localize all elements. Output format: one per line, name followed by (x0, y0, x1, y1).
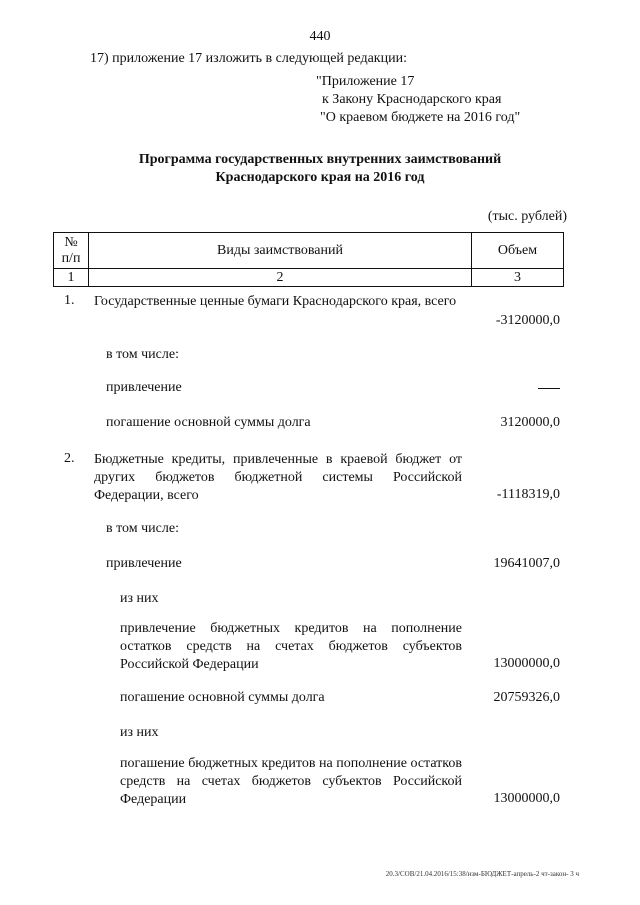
section-2-value: -1118319,0 (496, 487, 560, 502)
header-index-1: 1 (54, 269, 89, 287)
header-type-cell: Виды заимствований (89, 233, 472, 269)
appendix-line-2: к Закону Краснодарского края (322, 92, 502, 107)
footer-note: 20.3/СОВ/21.04.2016/15:38/изм-БЮДЖЕТ-апрель-2 чт-закон- 3 ч (385, 870, 579, 878)
section-1-number: 1. (64, 293, 75, 308)
section-2-repayment-value: 20759326,0 (493, 690, 560, 705)
appendix-line-3: "О краевом бюджете на 2016 год" (320, 110, 521, 125)
header-number-cell: № п/п (54, 233, 89, 269)
header-index-3: 3 (472, 269, 564, 287)
section-1-repayment-value: 3120000,0 (500, 415, 560, 430)
section-2-including: в том числе: (106, 521, 179, 536)
section-1-attraction-value (538, 388, 560, 389)
title-line-1: Программа государственных внутренних заимствований (138, 152, 502, 167)
section-2-text: Бюджетные кредиты, привлеченные в краевой бюджет от других бюджетов бюджетной системы Российской Федерации, всего (94, 452, 462, 503)
section-2-of-which-1: из них (120, 591, 159, 606)
section-1-repayment-label: погашение основной суммы долга (106, 415, 311, 430)
appendix-line-1: "Приложение 17 (316, 74, 415, 89)
section-1-value: -3120000,0 (495, 313, 560, 328)
units-label: (тыс. рублей) (487, 209, 567, 224)
title-line-2: Краснодарского края на 2016 год (215, 170, 425, 185)
section-2-attraction-detail: привлечение бюджетных кредитов на пополнение остатков средств на счетах бюджетов субъектов Российской Федерации (120, 621, 462, 672)
section-2-attraction-value: 19641007,0 (493, 556, 560, 571)
page-number: 440 (309, 29, 331, 44)
amendment-instruction: 17) приложение 17 изложить в следующей редакции: (90, 51, 407, 66)
section-2-repayment-label: погашение основной суммы долга (120, 690, 325, 705)
document-title (0, 151, 640, 187)
section-1-including: в том числе: (106, 347, 179, 362)
section-2-of-which-2: из них (120, 725, 159, 740)
section-2-number: 2. (64, 451, 75, 466)
appendix-reference (316, 73, 520, 127)
section-2-repayment-detail-value: 13000000,0 (493, 791, 560, 806)
section-2-attraction-detail-value: 13000000,0 (493, 656, 560, 671)
section-1-text: Государственные ценные бумаги Краснодарского края, всего (94, 294, 457, 309)
table-header (53, 232, 564, 287)
header-index-2: 2 (89, 269, 472, 287)
header-volume-cell: Объем (472, 233, 564, 269)
section-2-attraction-label: привлечение (106, 556, 182, 571)
section-2-repayment-detail: погашение бюджетных кредитов на пополнение остатков средств на счетах бюджетов субъектов Российской Федерации (120, 756, 462, 807)
section-1-attraction-label: привлечение (106, 380, 182, 395)
